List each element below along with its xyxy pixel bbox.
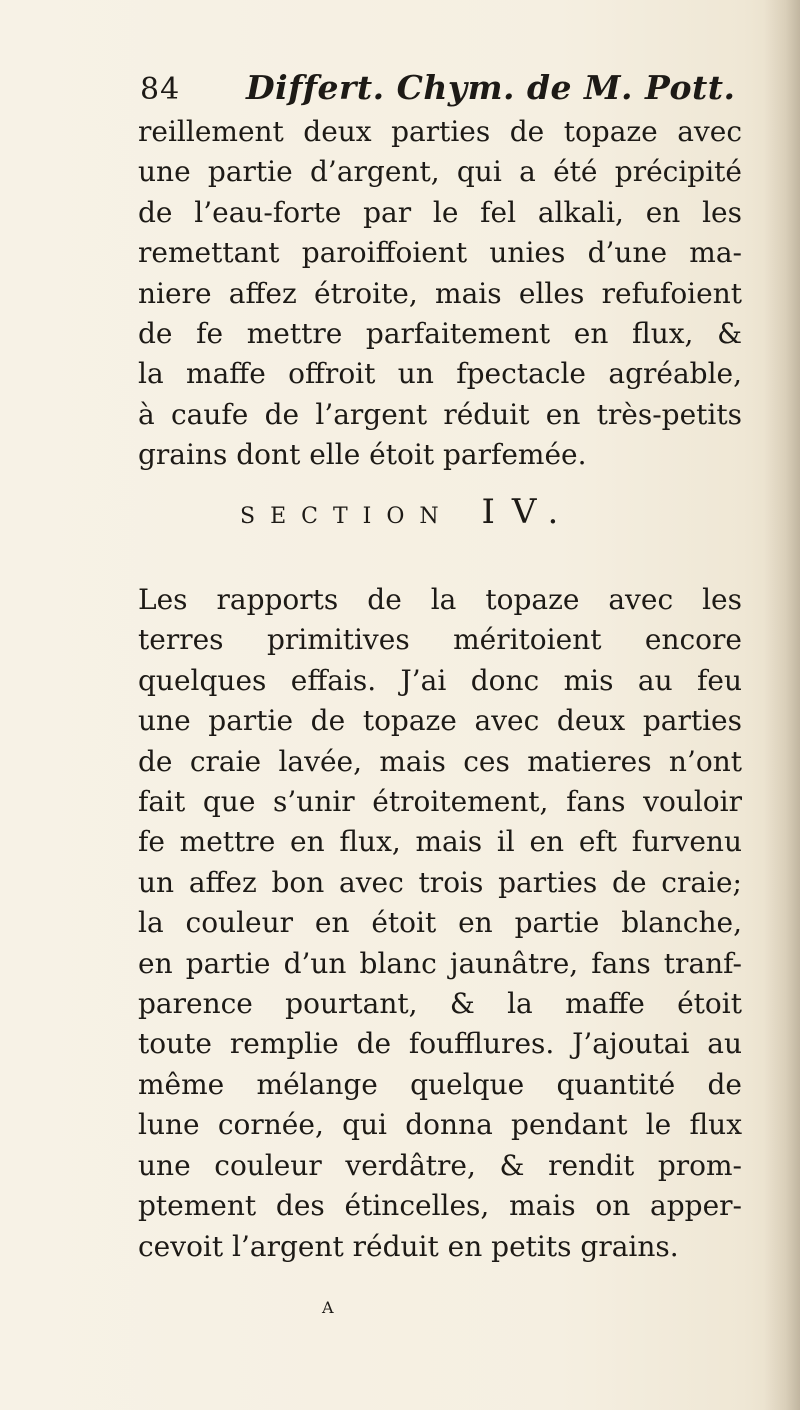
text-line: fait que s’unir étroitement, fans vouloir [138, 785, 742, 819]
text-line: grains dont elle étoit parfemée. [138, 438, 587, 472]
text-line: la couleur en étoit en partie blanche, [138, 906, 742, 940]
paragraph-2 [138, 580, 742, 1267]
text-line: un affez bon avec trois parties de craie; [138, 865, 742, 899]
page-header [140, 68, 736, 116]
text-line: de craie lavée, mais ces matieres n’ont [138, 744, 742, 778]
text-line: terres primitives méritoient encore [138, 623, 742, 657]
text-line: une partie de topaze avec deux parties [138, 704, 742, 738]
text-line: toute remplie de foufflures. J’ajoutai au [138, 1027, 742, 1061]
text-line: reillement deux parties de topaze avec [138, 115, 742, 148]
text-line: en partie d’un blanc jaunâtre, fans tranf- [138, 946, 742, 980]
text-line: cevoit l’argent réduit en petits grains. [138, 1229, 679, 1263]
text-line: Les rapports de la topaze avec les [138, 583, 742, 616]
text-line: quelques effais. J’ai donc mis au feu [138, 663, 742, 697]
section-numeral: IV. [481, 492, 576, 532]
text-line: fe mettre en flux, mais il en eft furvenu [138, 825, 742, 859]
text-line: la maffe offroit un fpectacle agréable, [138, 357, 742, 391]
running-head: Differt. Chym. de M. Pott. [246, 68, 736, 107]
paragraph-1 [138, 112, 742, 476]
section-heading [240, 492, 640, 542]
text-line: lune cornée, qui donna pendant le flux [138, 1108, 742, 1142]
text-line: même mélange quelque quantité de [138, 1067, 742, 1101]
page-edge-shadow [764, 0, 800, 1410]
text-line: de fe mettre parfaitement en flux, & [138, 317, 742, 351]
text-line: niere affez étroite, mais elles refufoient [138, 276, 742, 310]
section-word: SECTION [240, 504, 454, 529]
page-number: 84 [140, 72, 181, 107]
text-line: à caufe de l’argent réduit en très-petits [138, 397, 742, 431]
text-line: remettant paroiffoient unies d’une ma- [138, 236, 742, 270]
text-line: parence pourtant, & la maffe étoit [138, 987, 742, 1021]
signature-mark: A [322, 1298, 334, 1317]
text-line: une partie d’argent, qui a été précipité [138, 155, 742, 189]
text-line: de l’eau-forte par le fel alkali, en les [138, 195, 742, 229]
text-line: ptement des étincelles, mais on apper- [138, 1189, 742, 1223]
text-line: une couleur verdâtre, & rendit prom- [138, 1148, 742, 1182]
